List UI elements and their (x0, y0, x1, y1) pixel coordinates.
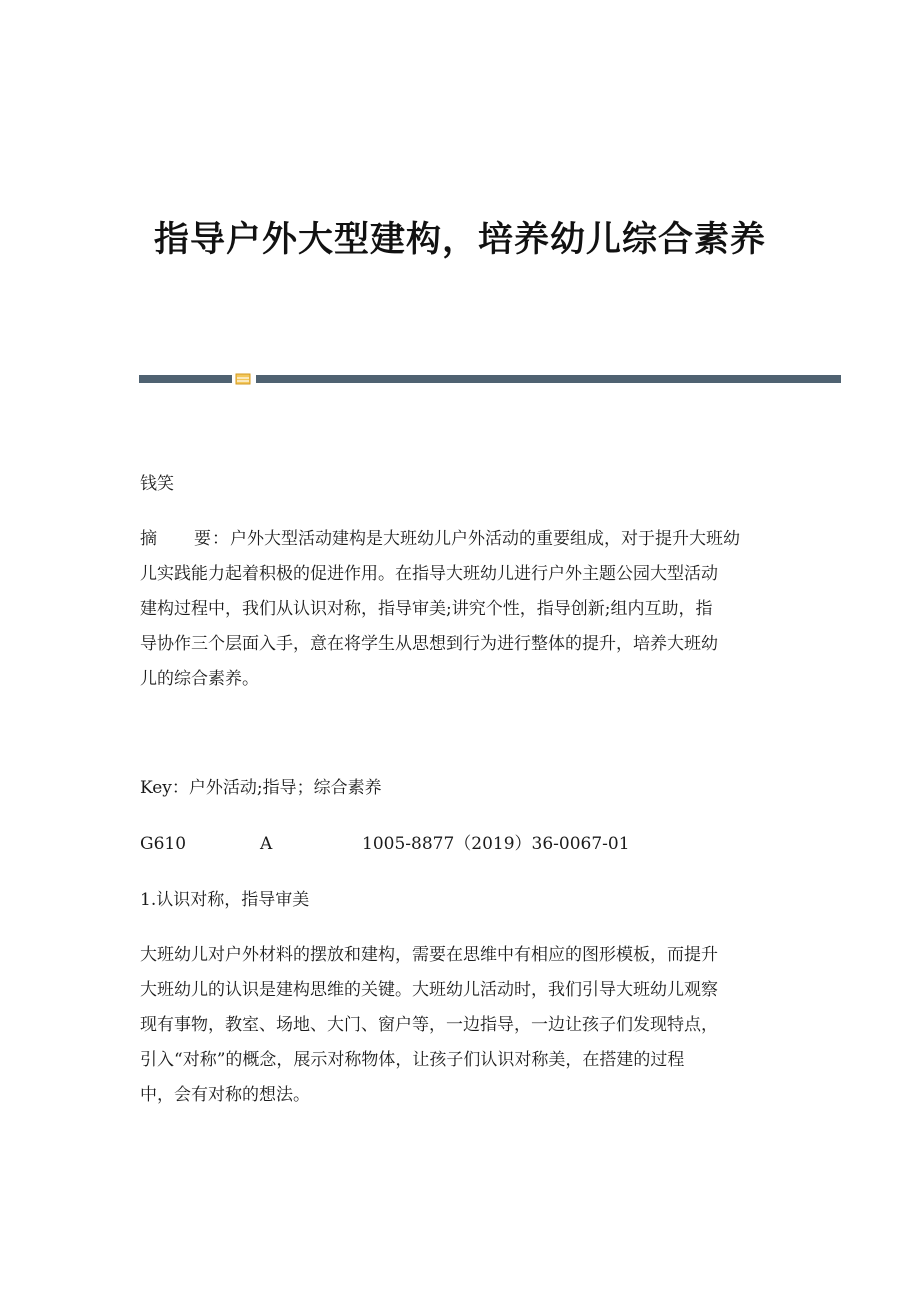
divider-bar-left (139, 375, 232, 383)
section-body (140, 938, 780, 1113)
abstract-line (140, 522, 780, 557)
body-line: 大班幼儿对户外材料的摆放和建构，需要在思维中有相应的图形模板，而提升 (140, 945, 718, 965)
abstract-line: 儿的综合素养。 (140, 669, 259, 689)
divider-bar-right (256, 375, 841, 383)
section-heading: 1.认识对称，指导审美 (140, 890, 310, 910)
author-name: 钱笑 (140, 474, 174, 494)
article-id: 1005-8877（2019）36-0067-01 (362, 834, 630, 854)
title-divider (139, 371, 841, 387)
abstract-line: 建构过程中，我们从认识对称，指导审美;讲究个性，指导创新;组内互助，指 (140, 599, 713, 619)
body-line: 引入“对称”的概念，展示对称物体，让孩子们认识对称美，在搭建的过程 (140, 1050, 685, 1070)
body-line: 现有事物，教室、场地、大门、窗户等，一边指导，一边让孩子们发现特点， (140, 1015, 718, 1035)
article-title: 指导户外大型建构，培养幼儿综合素养 (153, 220, 766, 260)
abstract (140, 522, 780, 697)
abstract-text: 户外大型活动建构是大班幼儿户外活动的重要组成，对于提升大班幼 (230, 529, 740, 549)
body-line: 中，会有对称的想法。 (140, 1085, 310, 1105)
keywords: Key：户外活动;指导；综合素养 (140, 778, 382, 798)
document-code: A (260, 834, 273, 854)
abstract-label: 摘 要： (140, 529, 230, 549)
abstract-line: 儿实践能力起着积极的促进作用。在指导大班幼儿进行户外主题公园大型活动 (140, 564, 718, 584)
abstract-line: 导协作三个层面入手，意在将学生从思想到行为进行整体的提升，培养大班幼 (140, 634, 718, 654)
body-line: 大班幼儿的认识是建构思维的关键。大班幼儿活动时，我们引导大班幼儿观察 (140, 980, 718, 1000)
envelope-icon (235, 373, 251, 385)
clc-number: G610 (140, 834, 187, 854)
classification-line (140, 831, 780, 857)
